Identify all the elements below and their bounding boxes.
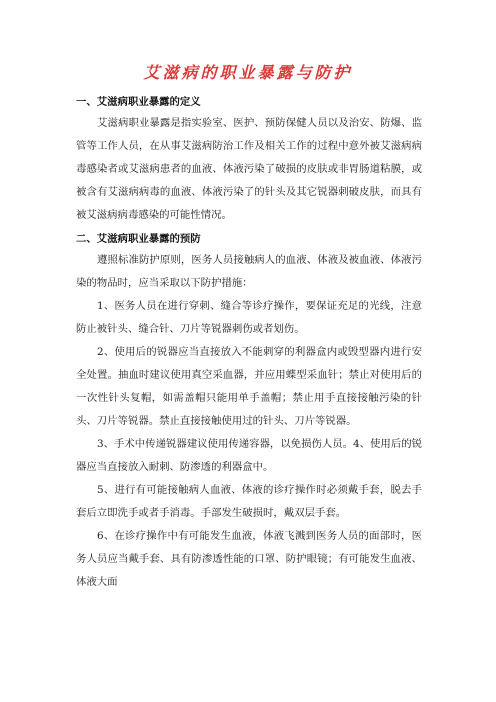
section-heading-definition: 一、艾滋病职业暴露的定义 (76, 96, 201, 108)
paragraph-definition: 艾滋病职业暴露是指实验室、医护、预防保健人员以及治安、防爆、监管等工作人员，在从事艾滋病防治工作及相关工作的过程中意外被艾滋病病毒感染者或艾滋病患者的血液、体液污染了破损的皮肤或非胃肠道粘膜，或被含有艾滋病病毒的血液、体液污染了的针头及其它锐器刺破皮肤，而具有被艾滋病病毒感染的可能性情况。 (76, 117, 422, 221)
paragraph-intro: 遵照标准防护原则，医务人员接触病人的血液、体液及被血液、体液污染的物品时，应当采取以下防护措施： (76, 254, 422, 289)
paragraph-item-1: 1、医务人员在进行穿刺、缝合等诊疗操作，要保证充足的光线，注意防止被针头、缝合针、刀片等锐器刺伤或者划伤。 (76, 300, 422, 335)
paragraph-item-6: 6、在诊疗操作中有可能发生血液，体液飞溅到医务人员的面部时，医务人员应当戴手套、具有防渗透性能的口罩、防护眼镜；有可能发生血液、体液大面 (76, 530, 422, 588)
paragraph-item-5: 5、进行有可能接触病人血液、体液的诊疗操作时必须戴手套，脱去手套后立即洗手或者手消毒。手部发生破损时，戴双层手套。 (76, 484, 422, 519)
document-body (76, 92, 422, 594)
paragraph-item-2: 2、使用后的锐器应当直接放入不能刺穿的利器盒内或毁型器内进行安全处置。抽血时建议使用真空采血器，并应用蝶型采血针；禁止对使用后的一次性针头复帽，如需盖帽只能用单手盖帽；禁止用手直接接触污染的针头、刀片等锐器。禁止直接接触使用过的针头、刀片等锐器。 (76, 346, 422, 427)
document-title: 艾滋病的职业暴露与防护 (143, 63, 353, 82)
paragraph-item-3-4: 3、手术中传递锐器建议使用传递容器，以免损伤人员。4、使用后的锐器应当直接放入耐刺、防渗透的利器盒中。 (76, 438, 422, 473)
section-heading-prevention: 二、艾滋病职业暴露的预防 (76, 233, 201, 245)
